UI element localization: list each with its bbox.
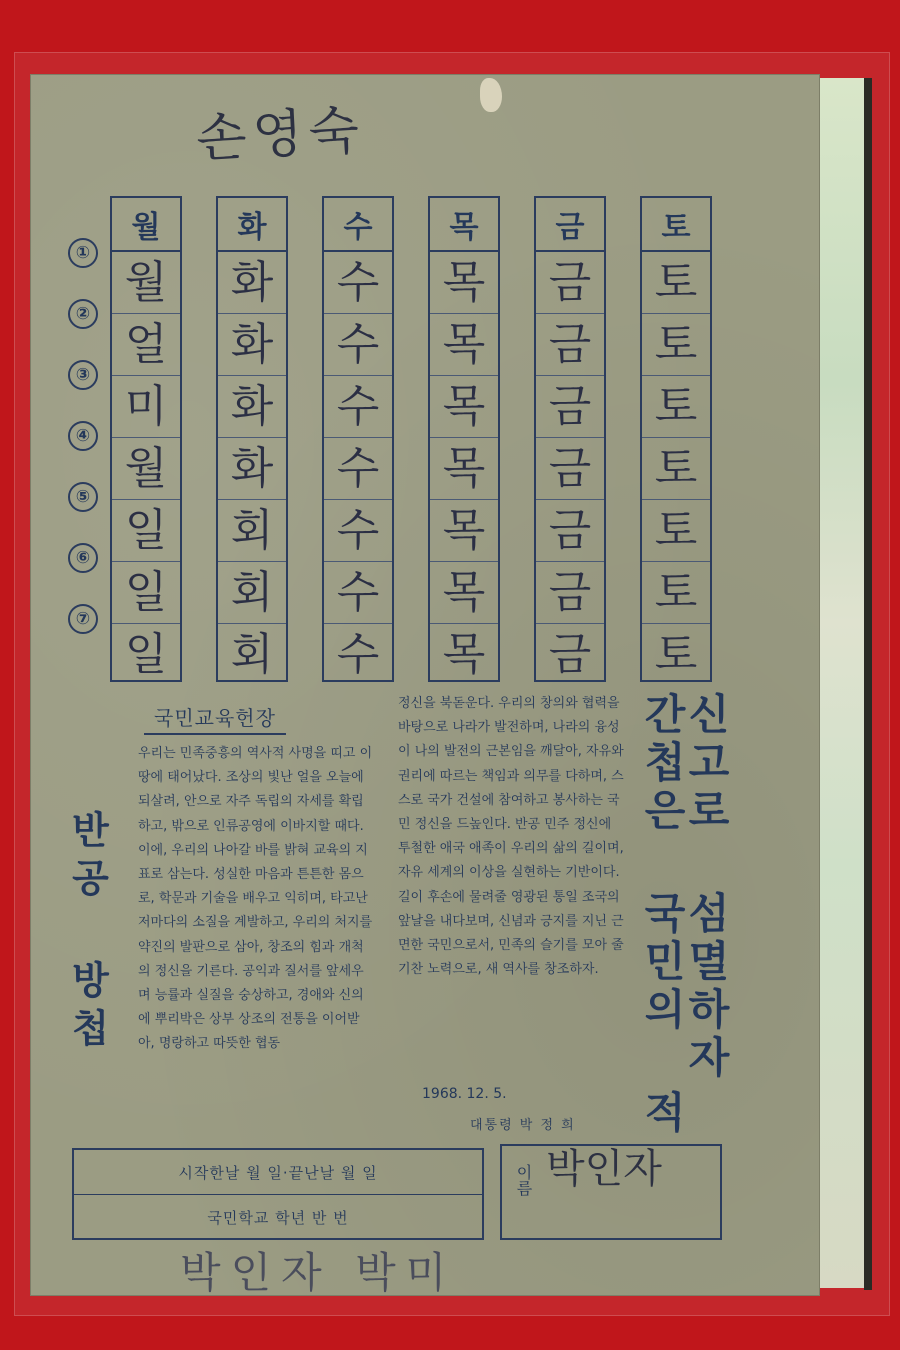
handwritten-entry: 화 <box>230 319 274 370</box>
timetable-cell <box>430 252 498 314</box>
handwritten-student-name: 박인자 <box>546 1146 662 1192</box>
handwritten-entry: 일 <box>124 629 168 680</box>
handwritten-entry: 토 <box>654 319 698 370</box>
day-header: 수 <box>324 198 392 252</box>
timetable-cell <box>112 562 180 624</box>
timetable-cell <box>324 252 392 314</box>
period-number: ⑦ <box>68 604 98 634</box>
timetable-cell <box>218 376 286 438</box>
handwritten-entry: 월 <box>124 443 168 494</box>
handwritten-entry: 금 <box>548 257 592 308</box>
timetable-cell <box>112 500 180 562</box>
name-box <box>500 1144 722 1240</box>
handwritten-entry: 목 <box>442 319 486 370</box>
timetable-cell <box>430 376 498 438</box>
day-column <box>640 196 712 682</box>
handwritten-entry: 화 <box>230 257 274 308</box>
day-column <box>534 196 606 682</box>
handwritten-entry: 금 <box>548 567 592 618</box>
timetable-cell <box>218 314 286 376</box>
charter-signature: 대통령 박 정 희 <box>470 1118 576 1133</box>
handwritten-entry: 토 <box>654 629 698 680</box>
timetable-cell <box>642 438 710 500</box>
school-line: 국민학교 학년 반 번 <box>74 1194 482 1239</box>
period-number: ① <box>68 238 98 268</box>
timetable-cell <box>112 438 180 500</box>
period-number: ⑥ <box>68 543 98 573</box>
timetable-cell <box>536 252 604 314</box>
timetable-cell <box>536 562 604 624</box>
period-number: ④ <box>68 421 98 451</box>
handwritten-entry: 토 <box>654 381 698 432</box>
timetable-cell <box>112 314 180 376</box>
handwritten-entry: 수 <box>336 381 380 432</box>
timetable-cell <box>324 500 392 562</box>
timetable-cell <box>536 314 604 376</box>
handwritten-entry: 금 <box>548 505 592 556</box>
timetable-cell <box>112 376 180 438</box>
name-label: 이름 <box>514 1164 533 1196</box>
timetable-cell <box>430 438 498 500</box>
date-school-box <box>72 1148 484 1240</box>
handwritten-entry: 회 <box>230 505 274 556</box>
timetable-cell <box>642 376 710 438</box>
handwritten-entry: 목 <box>442 443 486 494</box>
timetable-cell <box>642 500 710 562</box>
day-header: 금 <box>536 198 604 252</box>
handwritten-entry: 금 <box>548 319 592 370</box>
timetable-cell <box>536 438 604 500</box>
period-number: ② <box>68 299 98 329</box>
handwritten-entry: 금 <box>548 443 592 494</box>
day-column <box>110 196 182 682</box>
handwritten-entry: 토 <box>654 567 698 618</box>
handwritten-entry: 일 <box>124 505 168 556</box>
timetable-cell <box>430 624 498 686</box>
timetable-cell <box>536 376 604 438</box>
handwritten-entry: 미 <box>124 381 168 432</box>
handwritten-entry: 일 <box>124 567 168 618</box>
period-number: ⑤ <box>68 482 98 512</box>
period-number: ③ <box>68 360 98 390</box>
handwritten-entry: 화 <box>230 443 274 494</box>
day-header: 화 <box>218 198 286 252</box>
handwritten-entry: 목 <box>442 381 486 432</box>
handwritten-entry: 토 <box>654 257 698 308</box>
timetable-cell <box>642 624 710 686</box>
charter-text-column-2: 정신을 북돋운다. 우리의 창의와 협력을 바탕으로 나라가 발전하며, 나라의 융성이 나의 발전의 근본임을 깨달아, 자유와 권리에 따르는 책임과 의무를 다하며, 스스로 국가 건설에 참여하고 봉사하는 국민 정신을 드높인다. 반공 민주 정신에 투철한 애국 애족이 우리의 삶의 길이며, 자유 세계의 이상을 실현하는 기반이다. 길이 후손에 물려줄 영광된 통일 조국의 앞날을 내다보며, 신념과 긍지를 지닌 근면한 국민으로서, 민족의 슬기를 모아 줄기찬 노력으로, 새 역사를 창조하자. <box>398 696 624 978</box>
day-column <box>322 196 394 682</box>
handwritten-entry: 목 <box>442 257 486 308</box>
timetable-cell <box>430 500 498 562</box>
handwritten-entry: 얼 <box>124 319 168 370</box>
handwritten-entry: 수 <box>336 505 380 556</box>
timetable-cell <box>218 624 286 686</box>
timetable-cell <box>536 624 604 686</box>
timetable-cell <box>642 252 710 314</box>
timetable-cell <box>218 500 286 562</box>
dates-line: 시작한날 월 일·끝난날 월 일 <box>178 1163 378 1182</box>
handwritten-entry: 회 <box>230 567 274 618</box>
handwritten-entry: 수 <box>336 629 380 680</box>
slogan-spy: 간첩은 국민의 적 <box>638 692 687 1138</box>
day-header: 목 <box>430 198 498 252</box>
binding-edge <box>864 78 872 1290</box>
handwritten-entry: 목 <box>442 629 486 680</box>
handwritten-entry: 화 <box>230 381 274 432</box>
handwritten-name: 손영숙 <box>194 100 367 170</box>
day-column <box>428 196 500 682</box>
handwritten-entry: 수 <box>336 443 380 494</box>
timetable-cell <box>218 562 286 624</box>
handwritten-entry: 토 <box>654 443 698 494</box>
paper-tear <box>480 78 502 112</box>
timetable-cell <box>218 438 286 500</box>
timetable-cell <box>112 252 180 314</box>
slogan-report: 신고로 섬멸하자 <box>682 692 731 1083</box>
slogan-anticommunism: 반공 방첩 <box>65 810 109 1056</box>
timetable-cell <box>324 314 392 376</box>
handwritten-entry: 수 <box>336 257 380 308</box>
timetable-cell <box>642 562 710 624</box>
handwritten-entry: 월 <box>124 257 168 308</box>
charter-text-column-1: 우리는 민족중흥의 역사적 사명을 띠고 이 땅에 태어났다. 조상의 빛난 얼을 오늘에 되살려, 안으로 자주 독립의 자세를 확립하고, 밖으로 인류공영에 이바지할 때다. 이에, 우리의 나아갈 바를 밝혀 교육의 지표로 삼는다. 성실한 마음과 튼튼한 몸으로, 학문과 기술을 배우고 익히며, 타고난 저마다의 소질을 계발하고, 우리의 처지를 약진의 발판으로 삼아, 창조의 힘과 개척의 정신을 기른다. 공익과 질서를 앞세우며 능률과 실질을 숭상하고, 경애와 신의에 뿌리박은 상부 상조의 전통을 이어받아, 명랑하고 따뜻한 협동 <box>138 746 373 1052</box>
timetable-cell <box>324 376 392 438</box>
handwritten-entry: 금 <box>548 629 592 680</box>
day-column <box>216 196 288 682</box>
timetable-cell <box>218 252 286 314</box>
charter-date: 1968. 12. 5. <box>422 1086 507 1102</box>
handwritten-entry: 금 <box>548 381 592 432</box>
handwritten-entry: 수 <box>336 319 380 370</box>
day-header: 토 <box>642 198 710 252</box>
handwritten-entry: 목 <box>442 567 486 618</box>
handwritten-entry: 목 <box>442 505 486 556</box>
day-header: 월 <box>112 198 180 252</box>
timetable-cell <box>430 562 498 624</box>
charter-title: 국민교육헌장 <box>144 702 286 735</box>
timetable-cell <box>536 500 604 562</box>
timetable-cell <box>324 624 392 686</box>
timetable-cell <box>642 314 710 376</box>
handwritten-bottom-text: 박인자 박미 <box>180 1248 457 1297</box>
handwritten-entry: 토 <box>654 505 698 556</box>
handwritten-entry: 수 <box>336 567 380 618</box>
timetable-cell <box>324 562 392 624</box>
timetable-cell <box>112 624 180 686</box>
timetable-cell <box>430 314 498 376</box>
handwritten-entry: 회 <box>230 629 274 680</box>
timetable-cell <box>324 438 392 500</box>
